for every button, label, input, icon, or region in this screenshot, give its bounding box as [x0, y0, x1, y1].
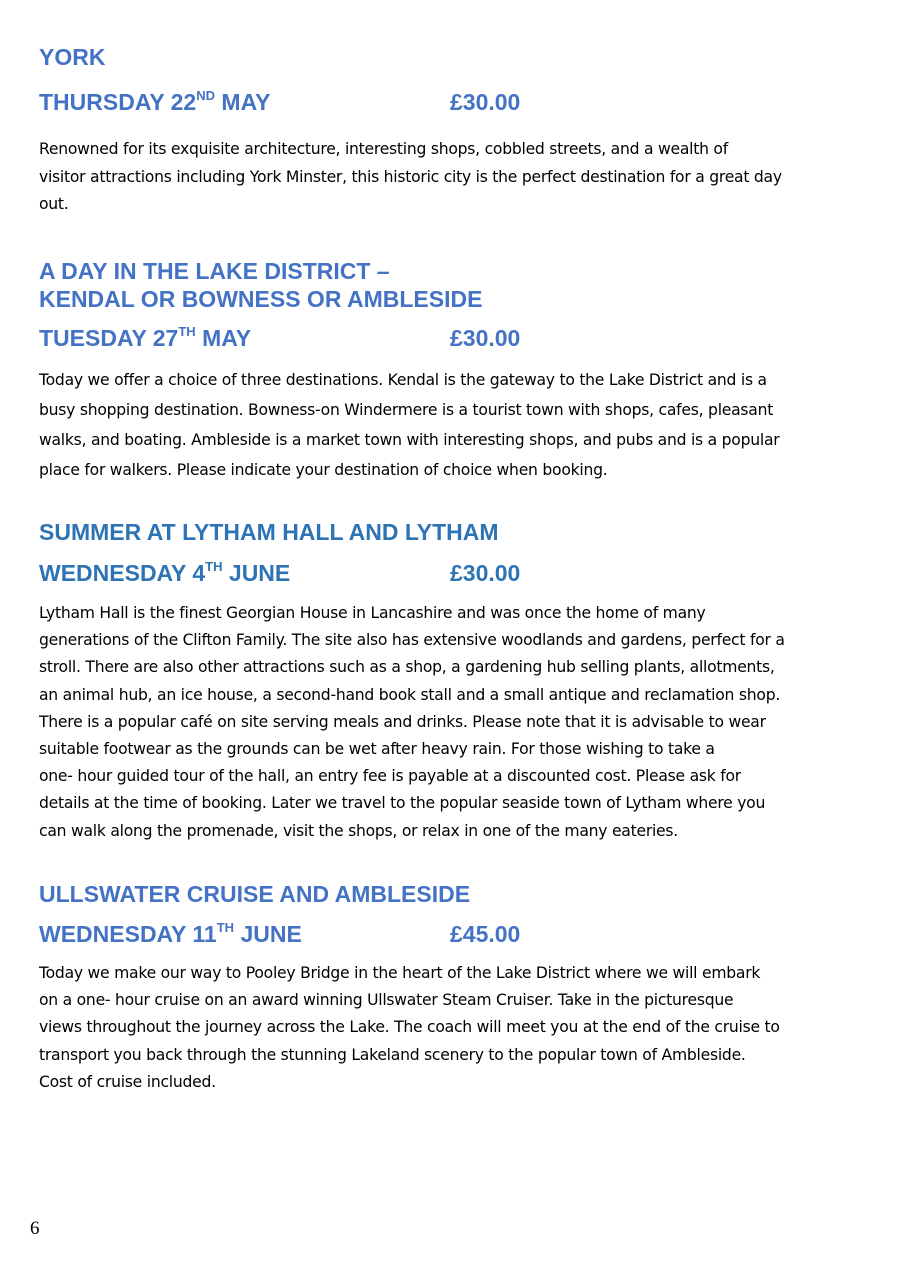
section-2-date: TUESDAY 27TH MAY [39, 324, 252, 351]
section-3-title: SUMMER AT LYTHAM HALL AND LYTHAM [39, 519, 499, 545]
section-2-description: Today we offer a choice of three destinations. Kendal is the gateway to the Lake District and is a busy shopping destination. Bowness-on Windermere is a tourist town with shops, cafes, pleasant walks, and boating. Ambleside is a market town with interesting shops, and pubs and is a popular place for walkers. Please indicate your destination of choice when booking. [39, 371, 780, 479]
section-2-price: £30.00 [450, 325, 521, 351]
section-2-title: A DAY IN THE LAKE DISTRICT – [39, 258, 390, 284]
section-3-price: £30.00 [450, 560, 521, 586]
section-4-price: £45.00 [450, 921, 521, 947]
section-1-title: YORK [39, 44, 106, 70]
section-1-description: Renowned for its exquisite architecture, interesting shops, cobbled streets, and a wealth of visitor attractions including York Minster, this historic city is the perfect destination for a great day out. [39, 140, 782, 213]
section-3-description: Lytham Hall is the finest Georgian House in Lancashire and was once the home of many generations of the Clifton Family. The site also has extensive woodlands and gardens, perfect for a stroll. There are also other attractions such as a shop, a gardening hub selling plants, allotments, an animal hub, an ice house, a second-hand book stall and a small antique and reclamation shop. There is a popular café on site serving meals and drinks. Please note that it is advisable to wear suitable footwear as the grounds can be wet after heavy rain. For those wishing to take a one- hour guided tour of the hall, an entry fee is payable at a discounted cost. Please ask for details at the time of booking. Later we travel to the popular seaside town of Lytham where you can walk along the promenade, visit the shops, or relax in one of the many eateries. [39, 604, 785, 840]
section-4-title: ULLSWATER CRUISE AND AMBLESIDE [39, 881, 471, 907]
section-2-subtitle: KENDAL OR BOWNESS OR AMBLESIDE [39, 286, 483, 312]
section-3-date: WEDNESDAY 4TH JUNE [39, 559, 291, 586]
section-1-date: THURSDAY 22ND MAY [39, 88, 271, 115]
section-1-price: £30.00 [450, 89, 521, 115]
section-4-description: Today we make our way to Pooley Bridge in the heart of the Lake District where we will embark on a one- hour cruise on an award winning Ullswater Steam Cruiser. Take in the picturesque views throughout the journey across the Lake. The coach will meet you at the end of the cruise to transport you back through the stunning Lakeland scenery to the popular town of Ambleside. Cost of cruise included. [39, 964, 780, 1091]
page-number: 6 [30, 1218, 40, 1239]
section-4-date: WEDNESDAY 11TH JUNE [39, 920, 302, 947]
